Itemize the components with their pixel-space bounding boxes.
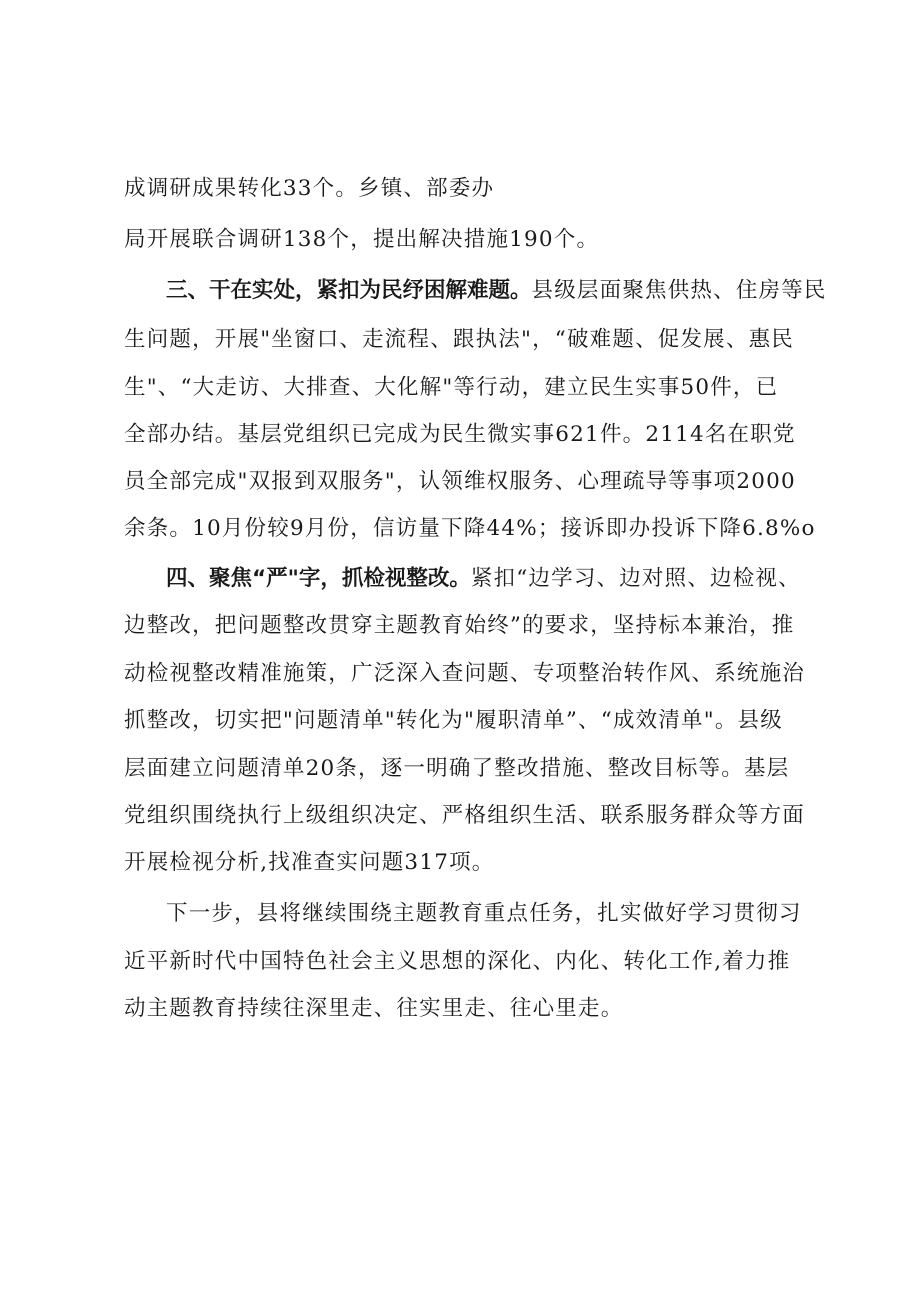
section4-line: 层面建立问题清单20条，逐一明确了整改措施、整改目标等。基层 [124,756,790,781]
section3-line: 全部办结。基层党组织已完成为民生微实事621件。2114名在职党 [124,422,796,447]
fragment-line-2: 局开展联合调研138个，提出解决措施190个。 [124,227,600,252]
closing-line: 近平新时代中国特色社会主义思想的深化、内化、转化工作,着力推 [124,949,791,974]
section4-line: 党组织围绕执行上级组织决定、严格组织生活、联系服务群众等方面 [124,803,806,828]
section3-line: 生问题，开展"坐窗口、走流程、跟执法"，“破难题、促发展、惠民 [124,327,794,352]
section3-line: 生"、“大走访、大排查、大化解"等行动，建立民生实事50件，已 [124,375,779,400]
section3-line: 余条。10月份较9月份，信访量下降44%；接诉即办投诉下降6.8%o [124,516,816,541]
section3-first-line-text: 县级层面聚焦供热、住房等民 [531,278,827,303]
section4-first-line-text: 紧扣“边学习、边对照、边检视、 [470,566,801,591]
closing-first-line: 下一步，县将继续围绕主题教育重点任务，扎实做好学习贯彻习 [166,901,802,926]
section4-line: 边整改，把问题整改贯穿主题教育始终”的要求，坚持标本兼治，推 [124,613,795,638]
section4-heading: 四、聚焦“严"字，抓检视整改。 [166,566,471,591]
section3-first-line [166,276,827,306]
fragment-line-1: 成调研成果转化33个。乡镇、部委办 [124,176,495,201]
section4-line: 动检视整改精准施策，广泛深入查问题、专项整治转作风、系统施治 [124,661,806,686]
section3-heading: 三、干在实处，紧扣为民纾困解难题。 [166,278,532,303]
section4-line: 开展检视分析,找准查实问题317项。 [124,850,495,875]
section4-first-line [166,564,814,594]
closing-line: 动主题教育持续往深里走、往实里走、往心里走。 [124,996,624,1021]
section3-line: 员全部完成"双报到双服务"，认领维权服务、心理疏导等事项2000 [124,469,796,494]
section4-line: 抓整改，切实把"问题清单"转化为"履职清单”、“成效清单"。县级 [124,708,783,733]
